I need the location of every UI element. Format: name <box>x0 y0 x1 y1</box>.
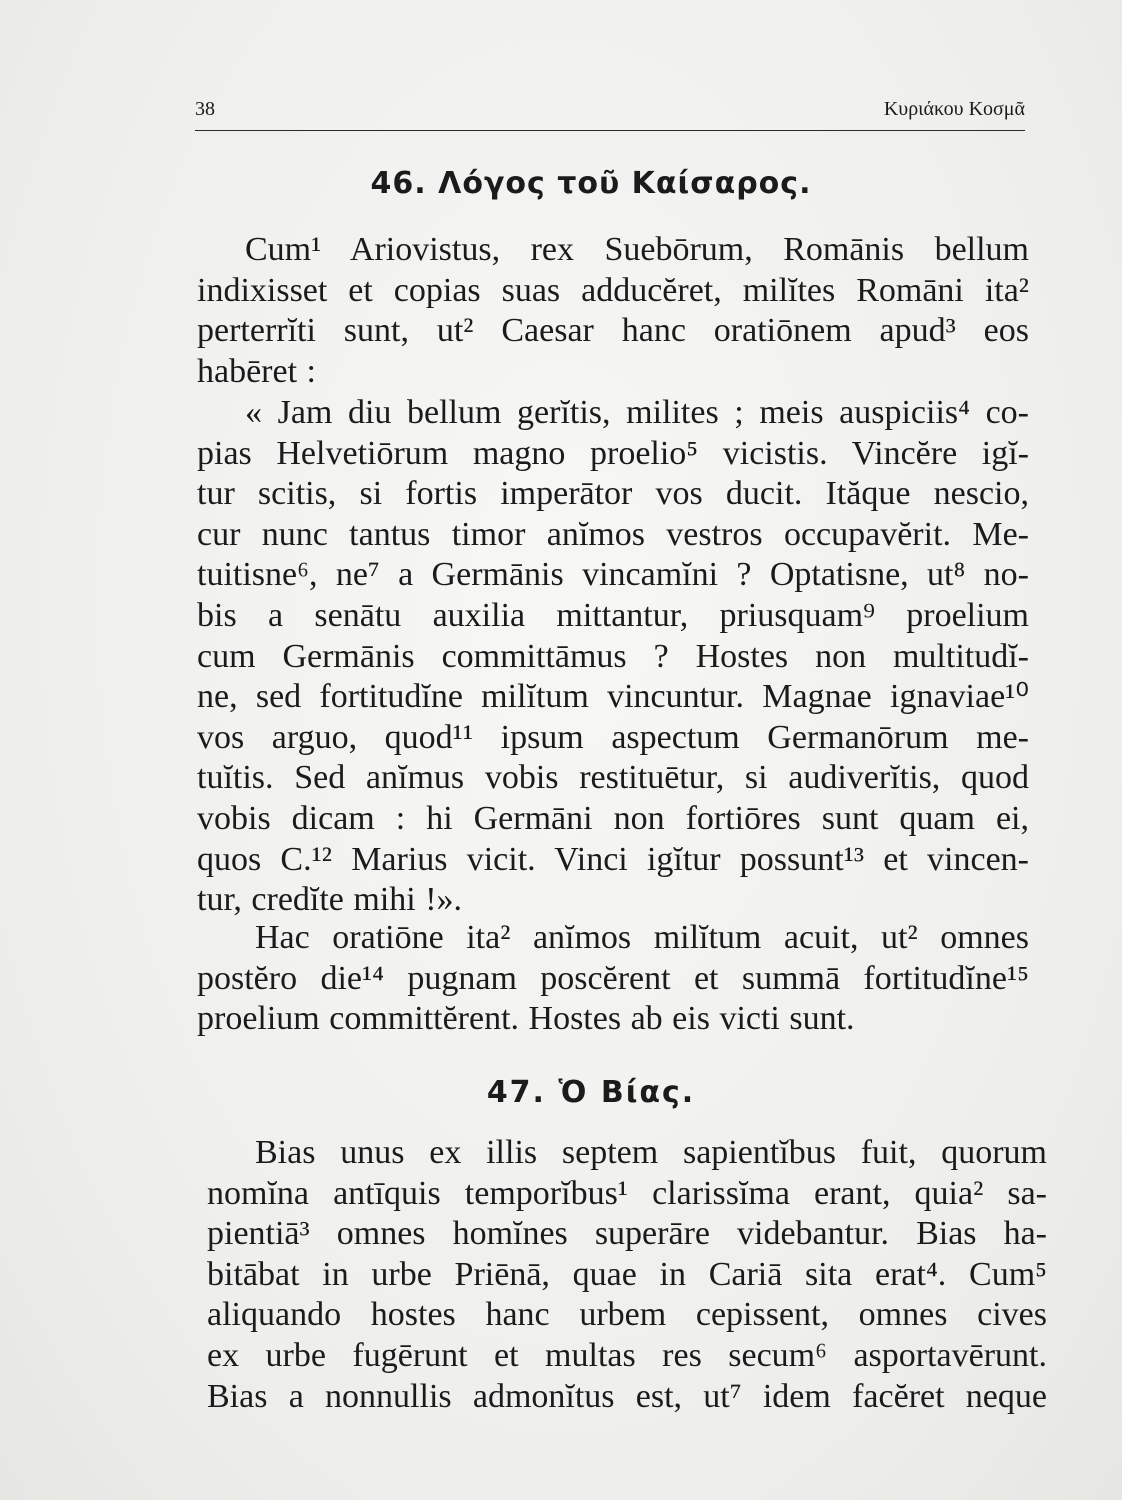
text-line: proelium committĕrent. Hostes ab eis victi sunt. <box>197 1000 855 1038</box>
page-header <box>195 96 1025 131</box>
text-line: vobis dicam : hi Germāni non fortiōres sunt quam ei, <box>197 799 1029 837</box>
text-line: pientiā³ omnes homĭnes superāre videbantur. Bias ha- <box>207 1215 1047 1253</box>
text-line: tur, credĭte mihi !». <box>197 881 463 919</box>
text-line: bis a senātu auxilia mittantur, priusquam⁹ proelium <box>197 596 1029 634</box>
text-line: quos C.¹² Marius vicit. Vinci igĭtur possunt¹³ et vincen- <box>197 840 1029 878</box>
section-title-47: 47. Ὁ Βίας. <box>486 1075 696 1110</box>
text-line: tuitisne⁶, ne⁷ a Germānis vincamĭni ? Optatisne, ut⁸ no- <box>197 556 1029 594</box>
paragraph <box>207 1133 1047 1417</box>
text-line: aliquando hostes hanc urbem cepissent, omnes cives <box>207 1296 1047 1334</box>
text-line: Bias a nonnullis admonĭtus est, ut⁷ idem facĕret neque <box>207 1377 1047 1415</box>
text-line: cum Germānis committāmus ? Hostes non multitudĭ- <box>197 637 1029 675</box>
text-line: Cum¹ Ariovistus, rex Suebōrum, Romānis bellum <box>245 231 1029 268</box>
text-line: Hac oratiōne ita² anĭmos milĭtum acuit, ut² omnes <box>255 919 1029 956</box>
text-line: perterrĭti sunt, ut² Caesar hanc oratiōnem apud³ eos <box>197 312 1029 350</box>
paragraph <box>197 230 1029 392</box>
text-line: indixisset et copias suas adducĕret, milĭtes Romāni ita² <box>197 271 1029 309</box>
text-line: « Jam diu bellum gerĭtis, milites ; meis auspiciis⁴ co- <box>245 394 1029 431</box>
text-line: tur scitis, si fortis imperātor vos ducit. Ităque nescio, <box>197 475 1029 513</box>
paragraph <box>197 918 1029 1040</box>
text-line: habēret : <box>197 352 316 390</box>
text-line: ne, sed fortitudĭne milĭtum vincuntur. Magnae ignaviae¹⁰ <box>197 678 1029 716</box>
page-number: 38 <box>195 98 215 120</box>
running-head: Κυριάκου Κοσμᾶ <box>883 98 1025 120</box>
text-line: cur nunc tantus timor anĭmos vestros occupavĕrit. Me- <box>197 515 1029 553</box>
text-line: Bias unus ex illis septem sapientĭbus fuit, quorum <box>255 1134 1047 1171</box>
section-title-46: 46. Λόγος τοῦ Καίσαρος. <box>370 166 812 201</box>
text-line: ex urbe fugērunt et multas res secum⁶ asportavērunt. <box>207 1336 1047 1374</box>
text-line: pias Helvetiōrum magno proelio⁵ vicistis. Vincĕre igĭ- <box>197 434 1029 472</box>
text-line: bitābat in urbe Priēnā, quae in Cariā sita erat⁴. Cum⁵ <box>207 1255 1047 1293</box>
text-line: nomĭna antīquis temporĭbus¹ clarissĭma erant, quia² sa- <box>207 1174 1047 1212</box>
text-line: postĕro die¹⁴ pugnam poscĕrent et summā fortitudĭne¹⁵ <box>197 959 1029 997</box>
paragraph <box>197 393 1029 921</box>
text-line: vos arguo, quod¹¹ ipsum aspectum Germanōrum me- <box>197 718 1029 756</box>
text-line: tuĭtis. Sed anĭmus vobis restituētur, si audiverĭtis, quod <box>197 759 1029 797</box>
